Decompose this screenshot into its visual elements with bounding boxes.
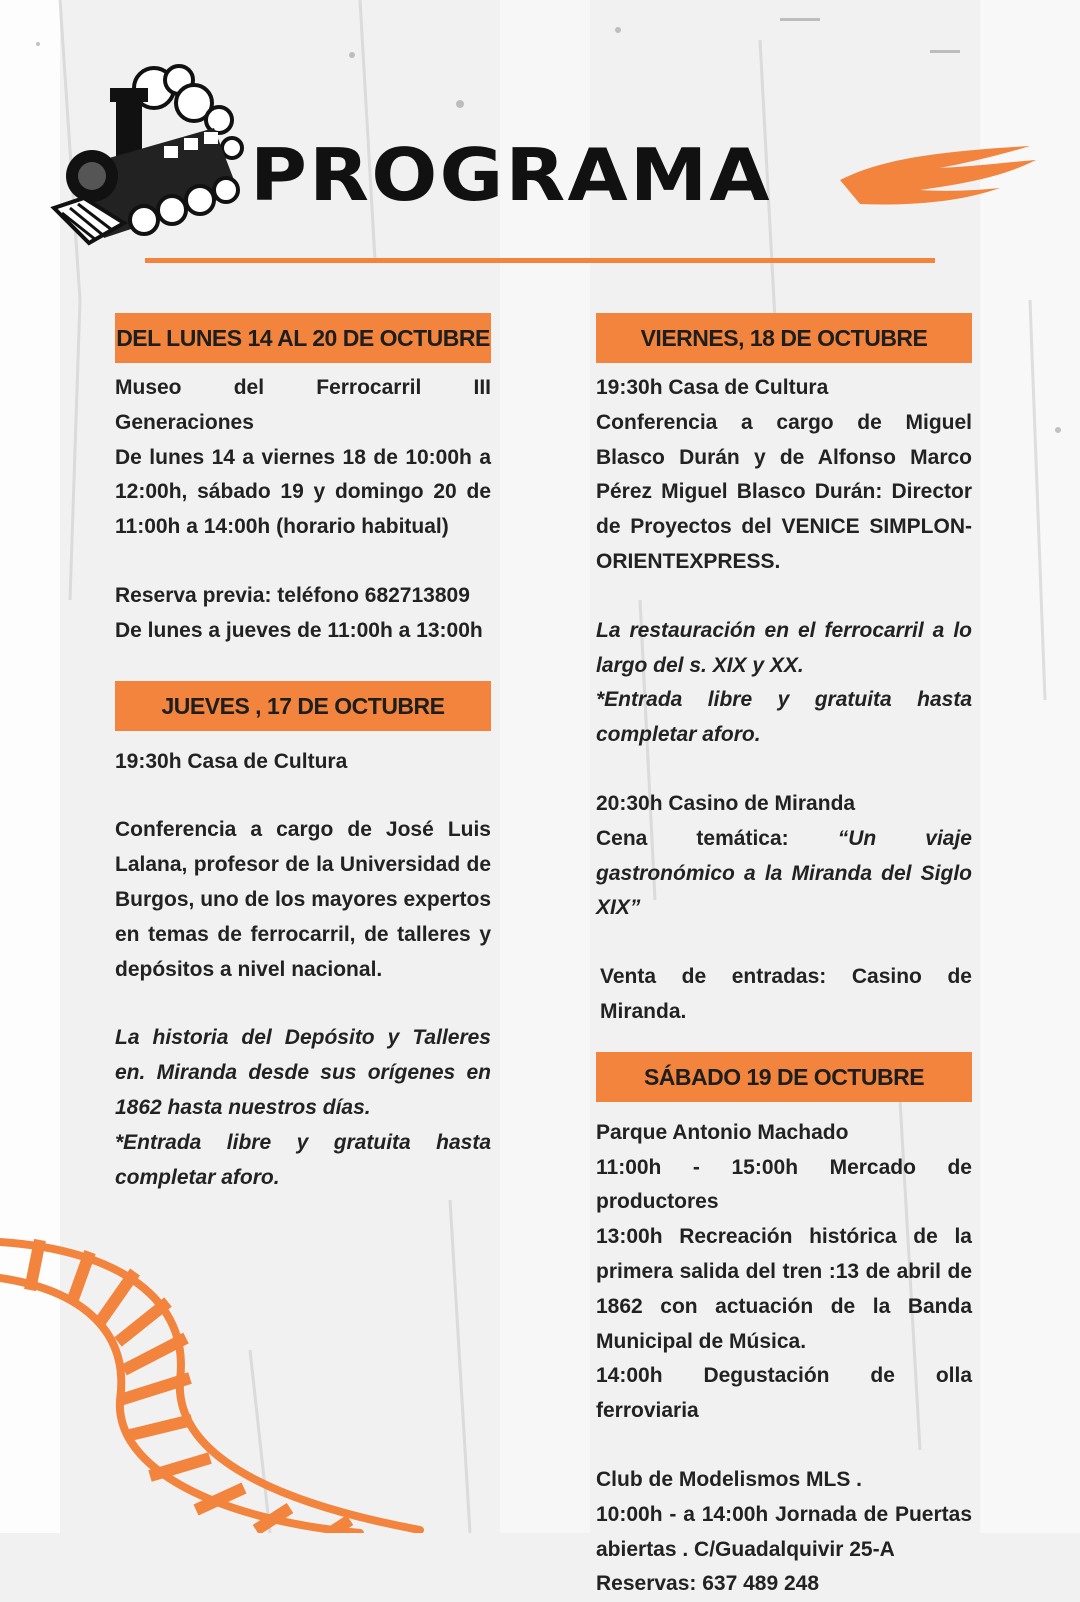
section-heading: SÁBADO 19 DE OCTUBRE	[596, 1052, 972, 1102]
admission-note: *Entrada libre y gratuita hasta completar aforo.	[115, 1130, 491, 1189]
dinner-theme-title: “Un viaje gastronómico a la Miranda del Siglo XIX”	[596, 826, 972, 920]
dinner-time-place: 20:30h Casino de Miranda	[596, 791, 856, 815]
reservation-phone: Reserva previa: teléfono 682713809	[115, 583, 470, 607]
reenactment-description: 13:00h Recreación histórica de la primera salida del tren :13 de abril de 1862 con actuación de la Banda Municipal de Música.	[596, 1225, 972, 1353]
dinner-theme-label: Cena temática:	[596, 826, 838, 850]
museum-name: Museo del Ferrocarril III Generaciones	[115, 376, 491, 434]
title-divider	[145, 258, 935, 263]
event-description: Conferencia a cargo de Miguel Blasco Durán y de Alfonso Marco Pérez Miguel Blasco Durán: Director de Proyectos del VENICE SIMPLON-ORIENTEXPRESS.	[596, 410, 972, 573]
event-place: Parque Antonio Machado	[596, 1120, 849, 1144]
railway-tracks-icon	[0, 1230, 560, 1533]
open-day-details: 10:00h - a 14:00h Jornada de Puertas abiertas . C/Guadalquivir 25-A	[596, 1502, 972, 1561]
section-heading: VIERNES, 18 DE OCTUBRE	[596, 313, 972, 363]
tasting-event: 14:00h Degustación de olla ferroviaria	[596, 1364, 972, 1423]
reservation-hours: De lunes a jueves de 11:00h a 13:00h	[115, 618, 483, 642]
section-heading: JUEVES , 17 DE OCTUBRE	[115, 681, 491, 731]
event-time-place: 19:30h Casa de Cultura	[596, 376, 829, 399]
museum-hours: De lunes 14 a viernes 18 de 10:00h a 12:00h, sábado 19 y domingo 20 de 11:00h a 14:00h (horario habitual)	[115, 445, 491, 539]
event-description: Conferencia a cargo de José Luis Lalana, profesor de la Universidad de Burgos, uno de los mayores expertos en temas de ferrocarril, de talleres y depósitos a nivel nacional.	[115, 818, 491, 981]
club-name: Club de Modelismos MLS .	[596, 1467, 863, 1491]
brush-splash-decoration	[840, 140, 1040, 210]
steam-locomotive-icon	[44, 58, 244, 258]
dinner-theme	[596, 822, 972, 926]
event-time-place: 19:30h Casa de Cultura	[115, 749, 348, 773]
section-heading: DEL LUNES 14 AL 20 DE OCTUBRE	[115, 313, 491, 363]
conference-title: La restauración en el ferrocarril a lo largo del s. XIX y XX.	[596, 618, 972, 677]
club-reservation-phone: Reservas: 637 489 248	[596, 1572, 820, 1596]
ticket-sales: Venta de entradas: Casino de Miranda.	[600, 965, 972, 1023]
page-title: PROGRAMA	[250, 133, 772, 217]
left-column	[115, 313, 491, 1195]
admission-note: *Entrada libre y gratuita hasta completar aforo.	[596, 688, 972, 747]
conference-title: La historia del Depósito y Talleres en. Miranda desde sus orígenes en 1862 hasta nuestros días.	[115, 1026, 491, 1119]
market-hours: 11:00h - 15:00h Mercado de productores	[596, 1155, 972, 1214]
right-column	[596, 313, 972, 1602]
